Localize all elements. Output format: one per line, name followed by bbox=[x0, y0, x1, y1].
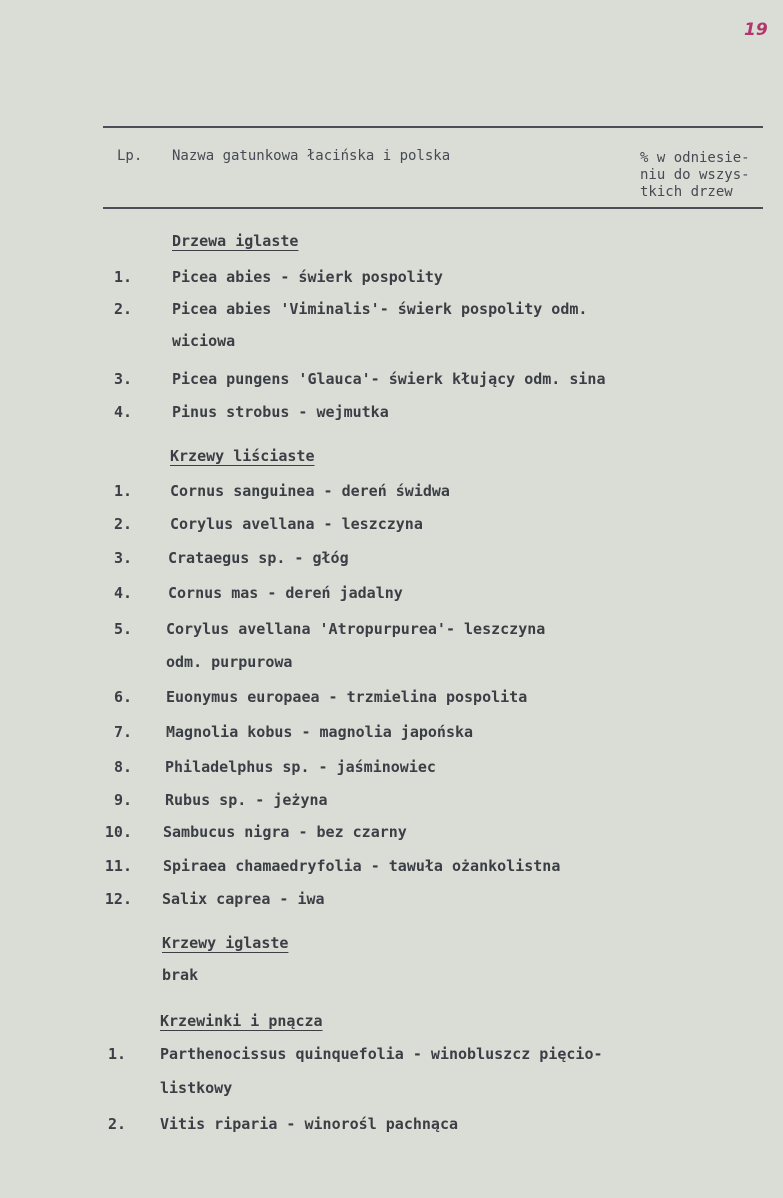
species-entry-text: Salix caprea - iwa bbox=[162, 890, 325, 908]
item-number: 8. bbox=[113, 758, 132, 776]
item-number: 2. bbox=[107, 1115, 126, 1133]
header-percent-line: tkich drzew bbox=[640, 184, 733, 200]
species-entry-text: Corylus avellana 'Atropurpurea'- leszczyna bbox=[166, 620, 546, 638]
header-percent-line: % w odniesie- bbox=[640, 150, 750, 166]
species-entry-text: Pinus strobus - wejmutka bbox=[172, 403, 389, 421]
species-entry-text: odm. purpurowa bbox=[166, 653, 293, 671]
header-percent bbox=[640, 150, 780, 201]
species-entry-text: Picea pungens 'Glauca'- świerk kłujący odm. sina bbox=[172, 370, 606, 388]
item-number: 3. bbox=[113, 549, 132, 567]
species-entry-text: Vitis riparia - winorośl pachnąca bbox=[160, 1115, 459, 1133]
species-entry-text: Philadelphus sp. - jaśminowiec bbox=[165, 758, 436, 776]
item-number: 12. bbox=[104, 890, 132, 908]
species-entry-text: Sambucus nigra - bez czarny bbox=[163, 823, 407, 841]
item-number: 10. bbox=[104, 823, 132, 841]
page-number: 19 bbox=[744, 20, 768, 40]
species-entry-text: Crataegus sp. - głóg bbox=[168, 549, 349, 567]
species-entry-text: Spiraea chamaedryfolia - tawuła ożankolistna bbox=[163, 857, 561, 875]
species-entry-text: wiciowa bbox=[172, 332, 236, 350]
species-entry-text: Corylus avellana - leszczyna bbox=[170, 515, 423, 533]
species-entry-text: Cornus sanguinea - dereń świdwa bbox=[170, 482, 450, 500]
item-number: 4. bbox=[113, 403, 132, 421]
item-number: 5. bbox=[113, 620, 132, 638]
item-number: 9. bbox=[113, 791, 132, 809]
section-title: Krzewy liściaste bbox=[170, 447, 315, 465]
header-top-rule bbox=[103, 126, 763, 128]
section-title: Krzewinki i pnącza bbox=[160, 1012, 323, 1030]
species-entry-text: brak bbox=[162, 966, 199, 984]
item-number: 1. bbox=[113, 268, 132, 286]
species-entry-text: Cornus mas - dereń jadalny bbox=[168, 584, 403, 602]
species-entry-text: Picea abies 'Viminalis'- świerk pospolity odm. bbox=[172, 300, 588, 318]
section-title: Drzewa iglaste bbox=[172, 232, 299, 250]
header-bottom-rule bbox=[103, 207, 763, 209]
species-entry-text: listkowy bbox=[160, 1079, 233, 1097]
species-entry-text: Magnolia kobus - magnolia japońska bbox=[166, 723, 474, 741]
item-number: 11. bbox=[104, 857, 132, 875]
species-entry-text: Parthenocissus quinquefolia - winobluszcz pięcio- bbox=[160, 1045, 603, 1063]
item-number: 2. bbox=[113, 515, 132, 533]
header-percent-line: niu do wszys- bbox=[640, 167, 750, 183]
item-number: 7. bbox=[113, 723, 132, 741]
species-entry-text: Picea abies - świerk pospolity bbox=[172, 268, 443, 286]
item-number: 3. bbox=[113, 370, 132, 388]
item-number: 1. bbox=[113, 482, 132, 500]
item-number: 6. bbox=[113, 688, 132, 706]
header-lp: Lp. bbox=[117, 148, 143, 164]
species-entry-text: Rubus sp. - jeżyna bbox=[165, 791, 328, 809]
item-number: 2. bbox=[113, 300, 132, 318]
item-number: 1. bbox=[107, 1045, 126, 1063]
header-name: Nazwa gatunkowa łacińska i polska bbox=[172, 148, 451, 164]
species-entry-text: Euonymus europaea - trzmielina pospolita bbox=[166, 688, 528, 706]
item-number: 4. bbox=[113, 584, 132, 602]
section-title: Krzewy iglaste bbox=[162, 934, 289, 952]
